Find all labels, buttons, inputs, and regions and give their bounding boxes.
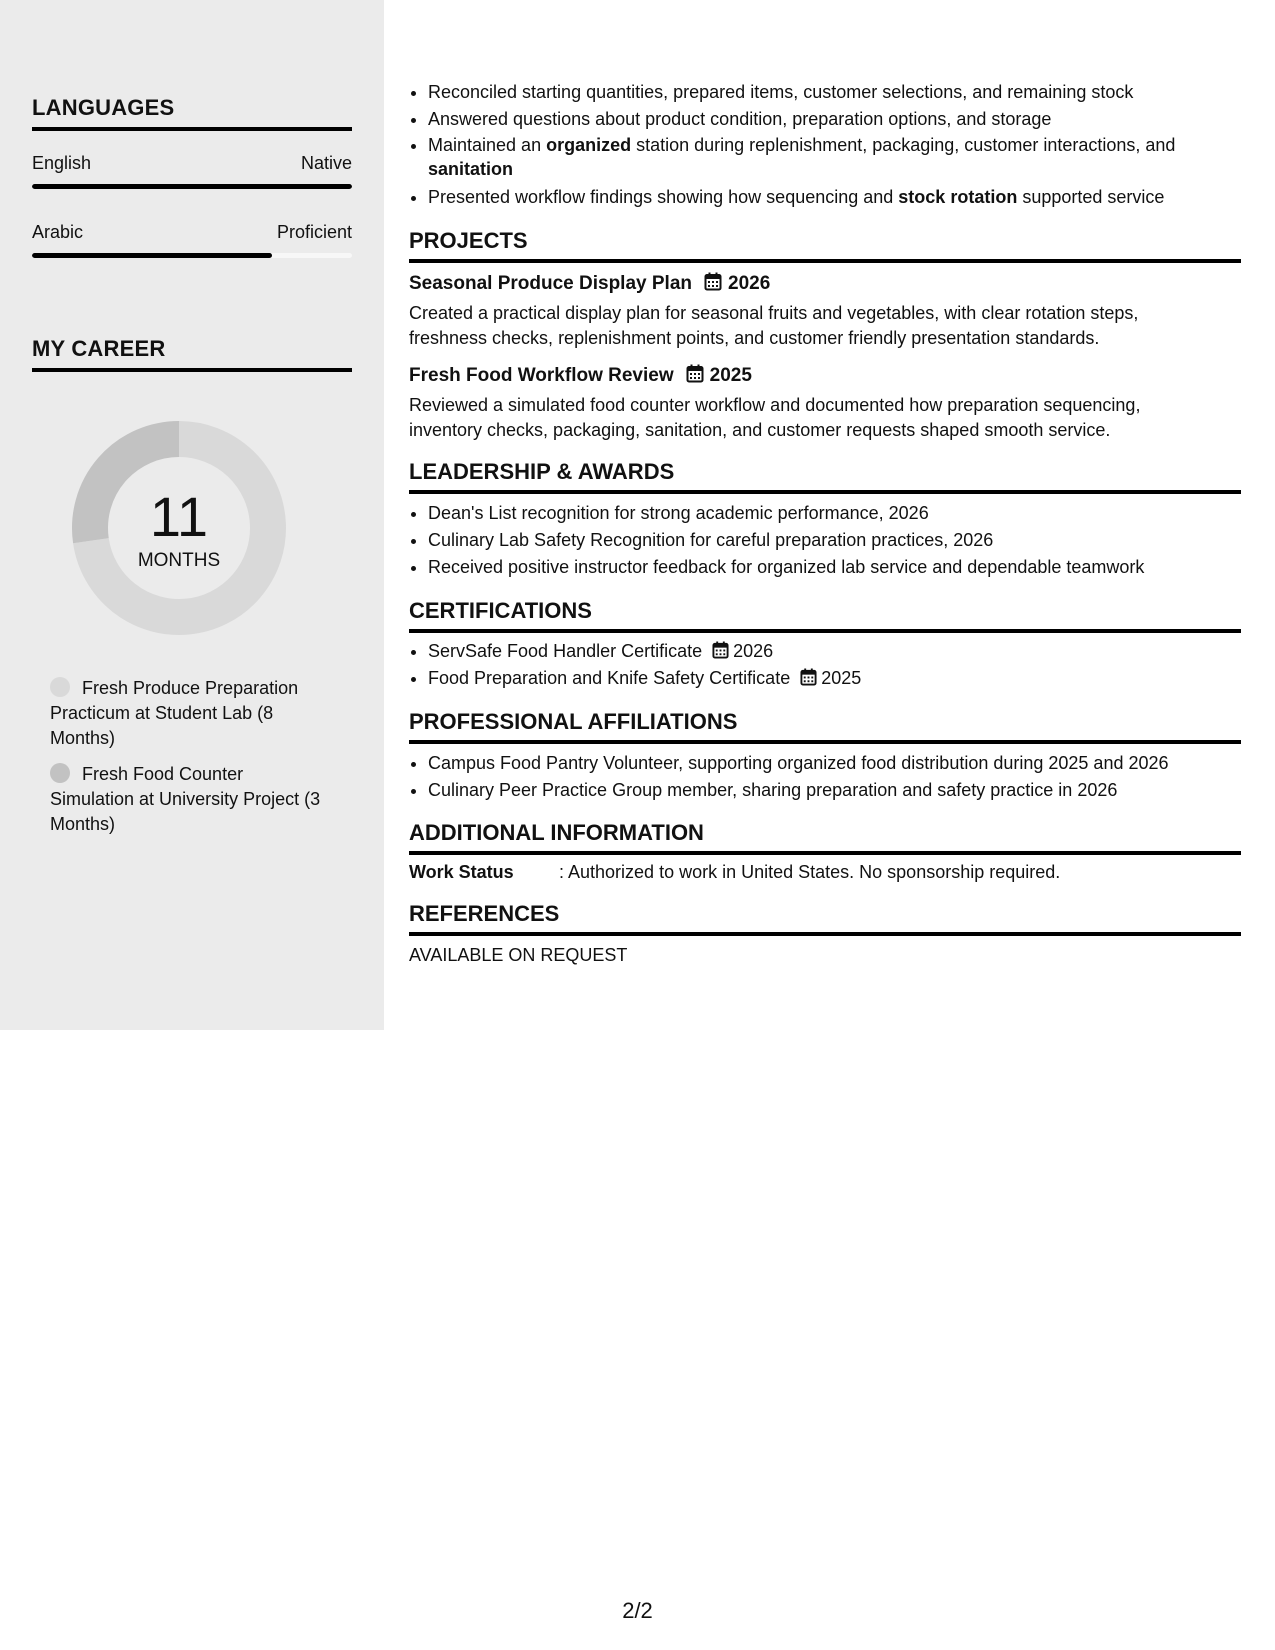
- project-title-row: [409, 364, 752, 387]
- work-status-value: : Authorized to work in United States. No sponsorship required.: [559, 862, 1061, 882]
- calendar-icon: [712, 641, 729, 659]
- career-total-unit: MONTHS: [137, 550, 221, 571]
- project-title-row: [409, 272, 770, 295]
- experience-bullet-list: [409, 79, 1260, 211]
- languages-heading: LANGUAGES: [32, 95, 352, 131]
- language-name: English: [32, 153, 92, 173]
- career-legend-dot: [50, 763, 70, 783]
- calendar-icon: [704, 272, 722, 291]
- leadership-item: • Culinary Lab Safety Recognition for careful preparation practices, 2026: [428, 527, 1260, 554]
- leadership-list: [409, 500, 1260, 581]
- additional-info-heading: ADDITIONAL INFORMATION: [409, 820, 1241, 855]
- bullet-text: supported service: [1017, 187, 1165, 207]
- certification-item: [428, 638, 1260, 665]
- affiliation-item: • Culinary Peer Practice Group member, sharing preparation and safety practice in 2026: [428, 777, 1260, 804]
- projects-heading: PROJECTS: [409, 228, 1241, 263]
- leadership-item: • Dean's List recognition for strong academic performance, 2026: [428, 500, 1260, 527]
- language-level: Proficient: [276, 222, 352, 242]
- experience-bullet: [428, 106, 1260, 133]
- certifications-heading: CERTIFICATIONS: [409, 598, 1241, 633]
- career-legend-dot: [50, 677, 70, 697]
- experience-bullet: [428, 79, 1260, 106]
- leadership-heading: LEADERSHIP & AWARDS: [409, 459, 1241, 494]
- experience-bullet: [428, 184, 1260, 211]
- certification-year: 2025: [821, 668, 862, 688]
- calendar-icon: [800, 668, 817, 686]
- affiliation-item: • Campus Food Pantry Volunteer, supporting organized food distribution during 2025 and 2026: [428, 750, 1260, 777]
- career-item: [50, 676, 330, 751]
- language-row-arabic: [32, 222, 352, 243]
- bullet-text: Answered questions about product condition, preparation options, and storage: [428, 109, 1052, 129]
- project-year: 2025: [709, 365, 752, 386]
- certification-item: [428, 665, 1260, 692]
- bullet-emphasis: sanitation: [428, 159, 514, 179]
- project-description: Created a practical display plan for seasonal fruits and vegetables, with clear rotation steps, freshness checks, replenishment points, and customer friendly presentation standards.: [409, 303, 1139, 348]
- work-status-row: [409, 862, 1060, 883]
- certification-name: Food Preparation and Knife Safety Certificate: [428, 668, 791, 688]
- references-text: AVAILABLE ON REQUEST: [409, 945, 628, 965]
- language-bar-fill: [32, 184, 352, 189]
- certifications-list: [409, 638, 1260, 692]
- language-row-english: [32, 153, 352, 174]
- bullet-emphasis: organized: [546, 135, 632, 155]
- project-title: Fresh Food Workflow Review: [409, 365, 674, 386]
- language-bar-fill: [32, 253, 272, 258]
- language-bar-english: [32, 184, 352, 189]
- affiliations-list: [409, 750, 1260, 804]
- leadership-item: • Received positive instructor feedback for organized lab service and dependable teamwork: [428, 554, 1260, 581]
- language-bar-arabic: [32, 253, 352, 258]
- career-item-label: Fresh Produce Preparation Practicum at Student Lab (8 Months): [50, 678, 299, 748]
- project-year: 2026: [728, 273, 771, 294]
- calendar-icon: [686, 364, 704, 383]
- career-item: [50, 762, 330, 837]
- bullet-text: Maintained an: [428, 135, 547, 155]
- career-heading: MY CAREER: [32, 336, 352, 372]
- certification-name: ServSafe Food Handler Certificate: [428, 641, 703, 661]
- project-description: Reviewed a simulated food counter workflow and documented how preparation sequencing, inventory checks, packaging, sanitation, and customer requests shaped smooth service.: [409, 395, 1141, 440]
- work-status-key: Work Status: [409, 862, 514, 882]
- bullet-text: station during replenishment, packaging, customer interactions, and: [631, 135, 1176, 155]
- language-name: Arabic: [32, 222, 84, 242]
- project-title: Seasonal Produce Display Plan: [409, 273, 692, 294]
- bullet-text: Presented workflow findings showing how sequencing and: [428, 187, 899, 207]
- certification-year: 2026: [733, 641, 774, 661]
- career-item-label: Fresh Food Counter Simulation at University Project (3 Months): [50, 764, 321, 834]
- bullet-emphasis: stock rotation: [898, 187, 1018, 207]
- experience-bullet: [428, 133, 1260, 181]
- references-heading: REFERENCES: [409, 901, 1241, 936]
- bullet-text: Reconciled starting quantities, prepared items, customer selections, and remaining stock: [428, 82, 1134, 102]
- career-total-value: 11: [149, 485, 209, 548]
- affiliations-heading: PROFESSIONAL AFFILIATIONS: [409, 709, 1241, 744]
- page-number: 2/2: [622, 1598, 653, 1623]
- language-level: Native: [300, 153, 352, 173]
